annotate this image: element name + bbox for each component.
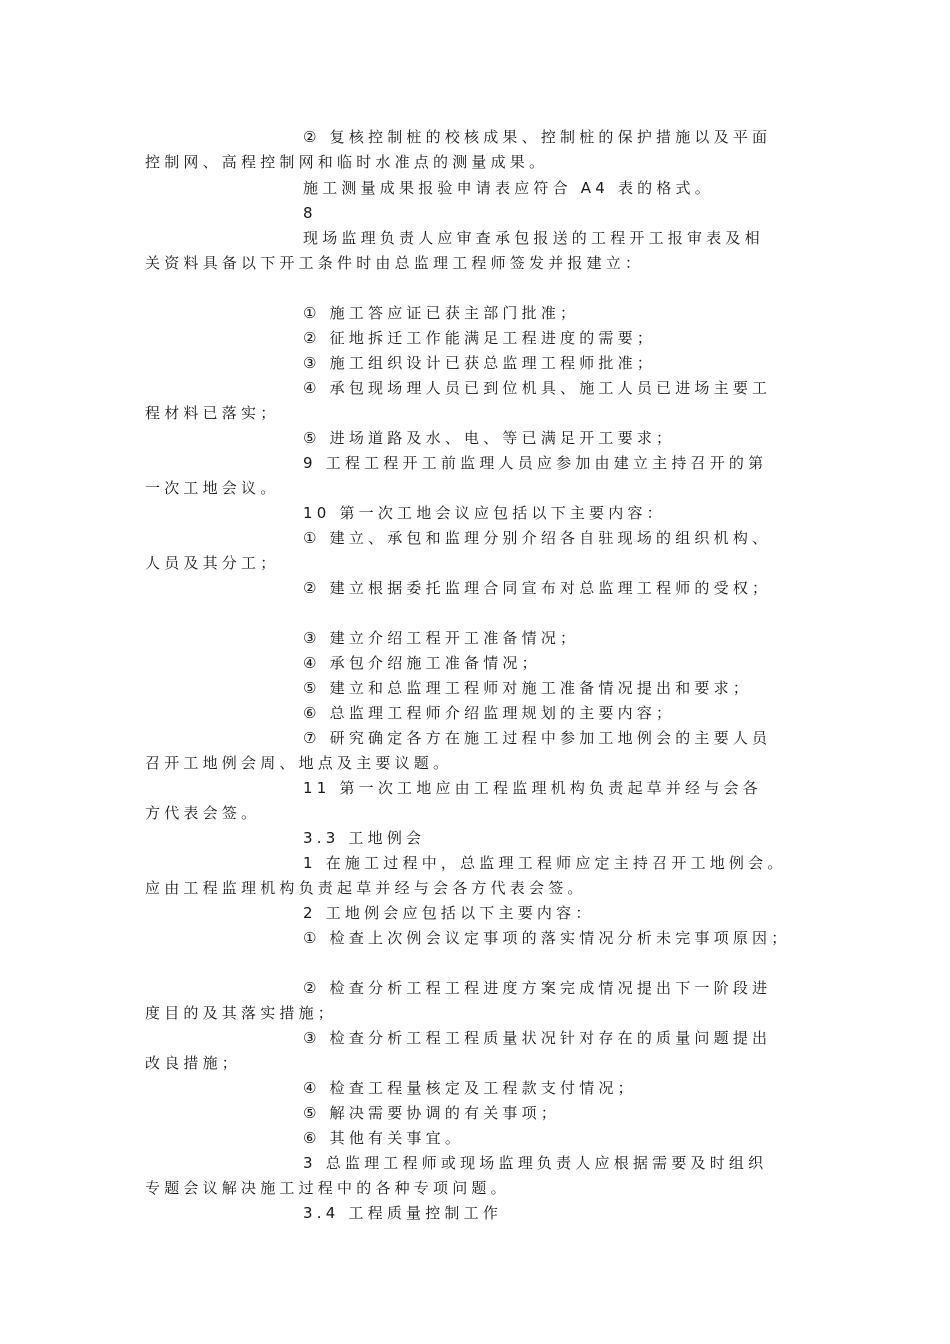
text-line: ② 复核控制桩的校核成果、控制桩的保护措施以及平面 [303,128,772,146]
text-line: ② 征地拆迁工作能满足工程进度的需要； [303,329,657,347]
text-line: ② 检查分析工程工程进度方案完成情况提出下一阶段进 [303,979,772,997]
text-line: ⑤ 进场道路及水、电、等已满足开工要求； [303,429,676,447]
text-line: 11 第一次工地应由工程监理机构负责起草并经与会各 [303,779,762,797]
text-line: 人员及其分工； [145,554,280,572]
text-line: 控制网、高程控制网和临时水准点的测量成果。 [145,153,549,171]
text-line: ③ 检查分析工程工程质量状况针对存在的质量问题提出 [303,1029,772,1047]
text-line: ① 建立、承包和监理分别介绍各自驻现场的组织机构、 [303,529,772,547]
text-line: ⑥ 其他有关事宜。 [303,1129,465,1147]
text-line: 关资料具备以下开工条件时由总监理工程师签发并报建立： [145,254,645,272]
text-line: 度目的及其落实措施； [145,1004,338,1022]
text-line: ① 检查上次例会议定事项的落实情况分析未完事项原因； [303,929,791,947]
text-line: 9 工程工程开工前监理人员应参加由建立主持召开的第 [303,454,768,472]
text-line: 10 第一次工地会议应包括以下主要内容： [303,504,666,522]
text-line: ④ 检查工程量核定及工程款支付情况； [303,1079,637,1097]
text-line: ⑥ 总监理工程师介绍监理规划的主要内容； [303,704,676,722]
text-line: 改良措施； [145,1054,242,1072]
text-line: 应由工程监理机构负责起草并经与会各方代表会签。 [145,879,587,897]
text-line: ④ 承包介绍施工准备情况； [303,654,541,672]
text-line: 施工测量成果报验申请表应符合 A4 表的格式。 [303,179,714,197]
text-line: 方代表会签。 [145,804,261,822]
text-line: ③ 施工组织设计已获总监理工程师批准； [303,354,657,372]
text-line: 2 工地例会应包括以下主要内容： [303,904,595,922]
section-heading: 3.3 工地例会 [303,829,426,847]
text-line: ④ 承包现场理人员已到位机具、施工人员已进场主要工 [303,379,772,397]
text-line: 程材料已落实； [145,404,280,422]
text-line: ⑦ 研究确定各方在施工过程中参加工地例会的主要人员 [303,729,772,747]
text-line: 8 [303,204,317,222]
text-line: ① 施工答应证已获主部门批准； [303,304,580,322]
text-line: ② 建立根据委托监理合同宣布对总监理工程师的受权； [303,579,772,597]
text-line: 现场监理负责人应审查承包报送的工程开工报审表及相 [303,229,764,247]
text-line: 一次工地会议。 [145,479,280,497]
text-line: 3 总监理工程师或现场监理负责人应根据需要及时组织 [303,1154,768,1172]
section-heading: 3.4 工程质量控制工作 [303,1204,503,1222]
text-line: 1 在施工过程中，总监理工程师应定主持召开工地例会。 [303,854,787,872]
text-line: 召开工地例会周、地点及主要议题。 [145,754,453,772]
text-line: ③ 建立介绍工程开工准备情况； [303,629,580,647]
text-line: 专题会议解决施工过程中的各种专项问题。 [145,1179,510,1197]
text-line: ⑤ 解决需要协调的有关事项； [303,1104,561,1122]
text-line: ⑤ 建立和总监理工程师对施工准备情况提出和要求； [303,679,753,697]
